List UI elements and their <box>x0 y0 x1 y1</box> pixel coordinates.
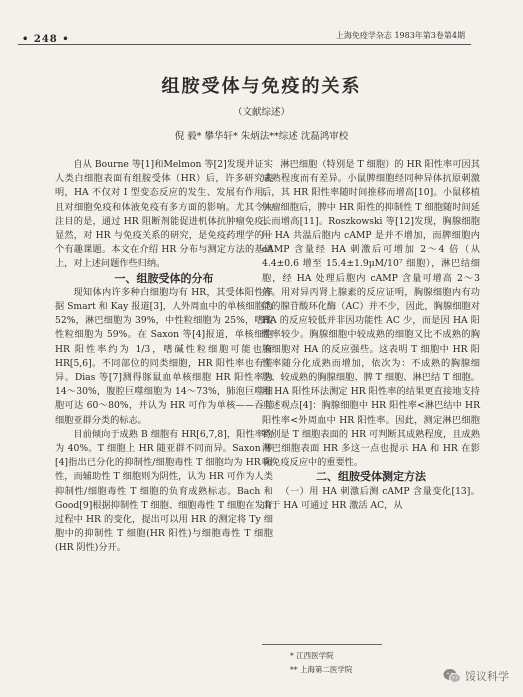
watermark <box>443 668 509 684</box>
intro-paragraph: 自从 Bourne 等[1]和Melmon 等[2]发现并证实人类白细胞表面有组胺受体（HR）后，许多研究表明，HA 不仅对 I 型变态反应的发生、发展有作用，且对细胞免疫和体液免疫有多方面的影响。尤其令人注目的是，通过 HR 阻断剂能促进机体抗肿瘤免疫。显然，对 HR 与免疫关系的研究，是免疫药理学的一个有趣课题。本文在介绍 HR 分布与测定方法的基础上，对上述问题作些归纳。 <box>55 159 273 270</box>
body-paragraph: （一）用 HA 刺激后测 cAMP 含量变化[13]。由于 HA 可通过 HR 激活 AC，从 <box>262 485 480 511</box>
footnote-rule <box>262 644 382 645</box>
left-column <box>55 158 273 556</box>
footnote: * 江西医学院 <box>290 651 334 660</box>
wechat-icon <box>443 668 461 684</box>
body-paragraph: 淋巴细胞（特别是 T 细胞）的 HR 阳性率可因其成熟程度而有差异。小鼠脾细胞经同种异体抗原刺激后，其 HR 阳性率随时间推移而增高[10]。小鼠移植肿瘤细胞后，脾中 HR 阳性的抑制性 T 细胞随时间延长而增高[11]。Roszkowski 等[12]发现，胸腺细胞用 HA 共温后胞内 cAMP 是并不增加，而脾细胞内 cAMP 含量经 HA 刺激后可增加 2～4 倍（从 4.4±0.6 增至 15.4±1.9μM/10⁷ 细胞），淋巴结细胞，经 HA 处理后胞内 cAMP 含量可增高 2～3 倍。用对异丙肾上腺素的反应证明，胸腺细胞内有功能的腺苷酸环化酶（AC）并不少，因此，胸腺细胞对 HA 的反应较低并非因功能性 AC 少，而是因 HA 阳性率较少。胸腺细胞中较成熟的细胞又比不成熟的胸腺细胞对 HA 的反应强些。这表明 T 细胞中 HR 阳性率随分化成熟而增加，依次为：不成熟的胸腺细胞、较成熟的胸腺细胞、脾 T 细胞、淋巴结 T 细胞。用 HA 阳性环法测定 HR 阳性率的结果更直接地支持上述观点[4]：胸腺细胞中 HR 阳性率<淋巴结中 HR 阳性率<外周血中 HR 阳性率。因此，测定淋巴细胞特别是 T 细胞表面的 HR 可判断其成熟程度，且成熟淋巴细胞表面 HR 多这一点也提示 HA 和 HR 在影响免疫反应中的重要性。 <box>262 159 480 469</box>
author-line: 倪 毅* 攀华轩* 朱炳法**综述 沈磊鸿审校 <box>174 131 349 142</box>
right-column <box>262 158 480 513</box>
section-heading-distribution: 一、组胺受体的分布 <box>114 271 214 285</box>
body-paragraph: 目前倾向于成熟 B 细胞有 HR[6,7,8]，阳性率约为 40%。T 细胞上 HR 随亚群不同而异。Saxon 等[4]指出已分化的抑制性/细胞毒性 T 细胞均为 HR 阳性，而辅助性 T 细胞则为阴性，认为 HR 可作为人类抑制性/细胞毒性 T 细胞的负育成熟标志。Bach 和 Good[9]根据抑制性 T 细胞、细胞毒性 T 细胞在发育过程中 HR 的变化，提出可以用 HR 的测定将 Ty 细胞中的抑制性 T 细胞(HR 阳性)与细胞毒性 T 细胞(HR 阴性)分开。 <box>55 428 273 554</box>
section-heading-methods: 二、组胺受体测定方法 <box>316 470 426 484</box>
journal-header: 上海免疫学杂志 1983年第3卷第4期 <box>335 31 465 40</box>
footnote: ** 上海第二医学院 <box>290 665 353 674</box>
page-number: • 248 • <box>22 34 70 45</box>
watermark-text: 馁议科学 <box>465 670 509 683</box>
article-title: 组胺受体与免疫的关系 <box>161 76 362 97</box>
article-subtitle: （文献综述） <box>232 107 290 118</box>
header-rule <box>18 44 471 45</box>
body-paragraph: 现知体内许多种白细胞均有 HR，其受体阳性率据 Smart 和 Kay 报道[3]，人外周血中的单核细胞为 52%，淋巴细胞为 39%，中性粒细胞为 25%，嗜酸性粒细胞为 59%。在 Saxon 等[4]报道，单核细胞 HR 阳性率约为 1/3，嗜碱性粒细胞可能也有 HR[5,6]。不同部位的同类细胞，HR 阳性率也有差异。Dias 等[7]测得豚鼠血单核细胞 HR 阳性率为 14～30%，腹腔巨噬细胞为 14～73%，肺泡巨噬细胞可达 60～80%，并认为 HR 可作为单核——吞噬细胞亚群分类的标志。 <box>55 286 273 426</box>
